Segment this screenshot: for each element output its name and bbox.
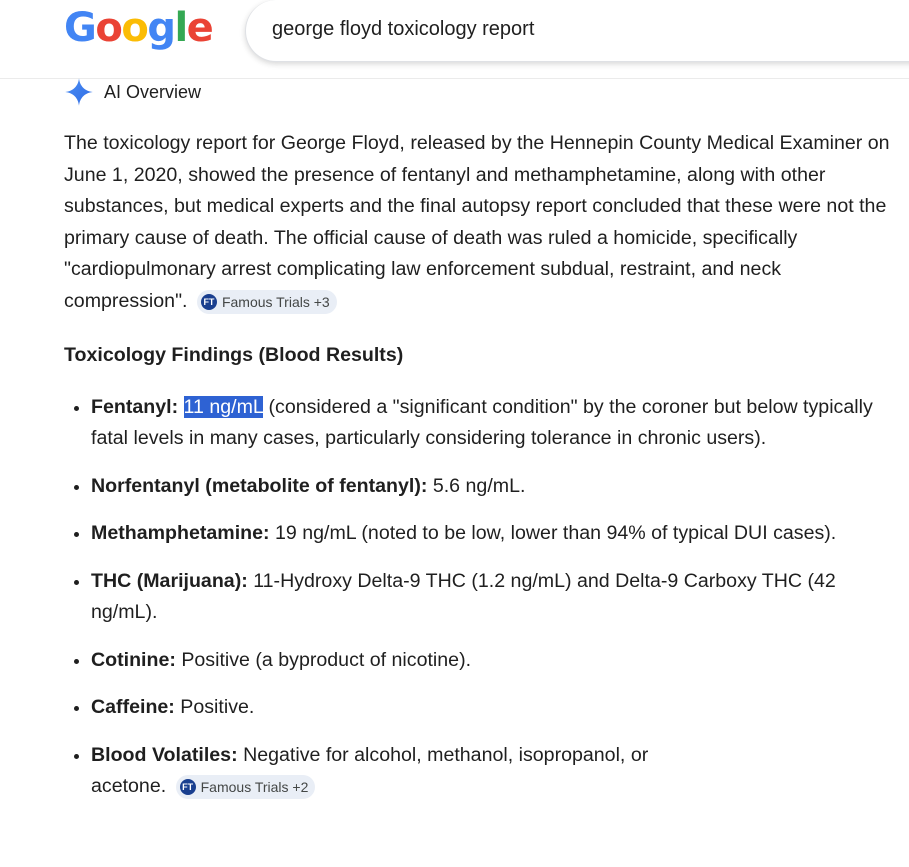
- logo-letter: l: [174, 5, 187, 51]
- list-item: [91, 692, 894, 724]
- finding-term: Blood Volatiles:: [91, 743, 238, 766]
- source-chip-label: Famous Trials +2: [200, 779, 309, 795]
- finding-text: 5.6 ng/mL.: [432, 474, 526, 497]
- search-input[interactable]: [272, 18, 872, 41]
- header: [0, 0, 909, 79]
- finding-term: Methamphetamine:: [91, 522, 270, 544]
- finding-term: Norfentanyl (metabolite of fentanyl):: [91, 474, 428, 497]
- famous-trials-icon: FT: [180, 779, 196, 795]
- intro-paragraph: [64, 128, 894, 317]
- finding-text: Positive.: [180, 696, 255, 718]
- logo-letter: o: [121, 5, 148, 51]
- logo-letter: g: [147, 5, 175, 51]
- finding-term: THC (Marijuana):: [91, 569, 248, 592]
- finding-term: Cotinine:: [91, 648, 176, 671]
- sparkle-icon: [64, 77, 94, 107]
- logo-letter: G: [64, 5, 96, 51]
- highlighted-value: 11 ng/mL: [183, 395, 264, 418]
- finding-term: Caffeine:: [91, 696, 175, 718]
- list-item: [91, 566, 894, 629]
- famous-trials-icon: FT: [201, 294, 217, 310]
- finding-text: (considered a "significant condition" by the coroner but below typically fatal levels in many cases, particularly considering tolerance in chronic users).: [91, 395, 873, 449]
- finding-term: Fentanyl:: [91, 395, 179, 418]
- finding-text: Negative for alcohol, methanol, isopropanol, or acetone.: [91, 743, 649, 797]
- search-box[interactable]: [245, 0, 909, 62]
- findings-list: [64, 392, 894, 803]
- logo-letter: e: [186, 5, 213, 51]
- list-item: [91, 645, 894, 677]
- ai-overview-label: AI Overview: [104, 81, 202, 102]
- ai-overview-header: [64, 78, 201, 106]
- source-chip[interactable]: [176, 775, 316, 799]
- source-chip-label: Famous Trials +3: [221, 293, 330, 310]
- finding-text: Positive (a byproduct of nicotine).: [181, 648, 472, 671]
- finding-text: 11-Hydroxy Delta-9 THC (1.2 ng/mL) and Delta-9 Carboxy THC (42 ng/mL).: [91, 569, 836, 623]
- section-title: Toxicology Findings (Blood Results): [64, 344, 404, 366]
- logo-letter: o: [95, 5, 122, 51]
- list-item: [91, 740, 691, 803]
- finding-text: 19 ng/mL (noted to be low, lower than 94% of typical DUI cases).: [275, 522, 837, 544]
- list-item: [91, 471, 894, 503]
- google-logo[interactable]: [64, 4, 212, 52]
- list-item: [91, 518, 894, 550]
- list-item: [91, 392, 894, 455]
- ai-overview-content: [64, 128, 894, 819]
- intro-text: The toxicology report for George Floyd, released by the Hennepin County Medical Examiner on June 1, 2020, showed the presence of fentanyl and methamphetamine, along with other substances, but medical experts and the final autopsy report concluded that these were not the primary cause of death. The official cause of death was ruled a homicide, specifically "cardiopulmonary arrest complicating law enforcement subdual, restraint, and neck compression".: [64, 132, 890, 312]
- source-chip[interactable]: [197, 290, 337, 314]
